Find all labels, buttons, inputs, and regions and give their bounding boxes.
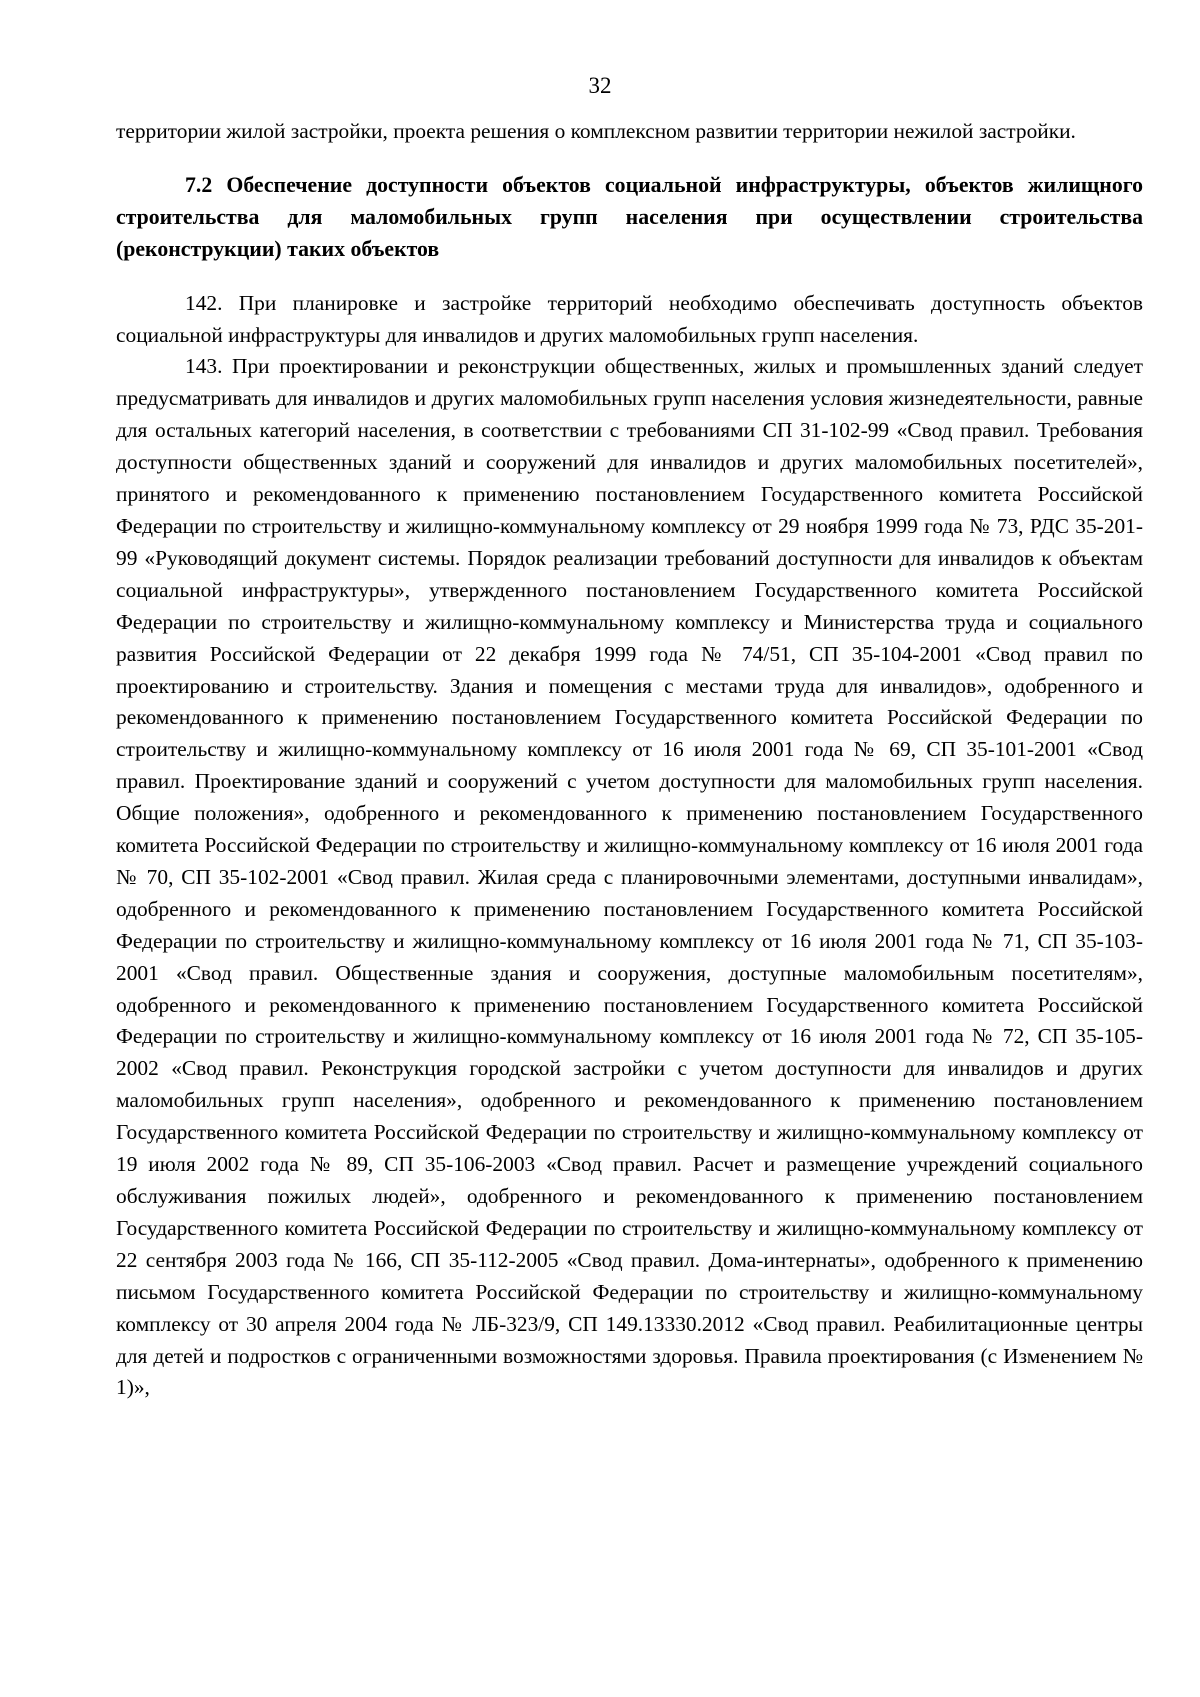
section-heading: 7.2 Обеспечение доступности объектов социальной инфраструктуры, объектов жилищного строительства для маломобильных групп населения при осуществлении строительства (реконструкции) таких объектов [116,172,1143,261]
paragraph-142: 142. При планировке и застройке территорий необходимо обеспечивать доступность объектов социальной инфраструктуры для инвалидов и других маломобильных групп населения. [116,290,1143,347]
document-body [116,116,1143,1404]
continuation-paragraph: территории жилой застройки, проекта решения о комплексном развитии территории нежилой застройки. [116,119,1076,143]
paragraph-143: 143. При проектировании и реконструкции общественных, жилых и промышленных зданий следует предусматривать для инвалидов и других маломобильных групп населения условия жизнедеятельности, равные для остальных категорий населения, в соответствии с требованиями СП 31-102-99 «Свод правил. Требования доступности общественных зданий и сооружений для инвалидов и других маломобильных посетителей», принятого и рекомендованного к применению постановлением Государственного комитета Российской Федерации по строительству и жилищно-коммунальному комплексу от 29 ноября 1999 года № 73, РДС 35-201-99 «Руководящий документ системы. Порядок реализации требований доступности для инвалидов к объектам социальной инфраструктуры», утвержденного постановлением Государственного комитета Российской Федерации по строительству и жилищно-коммунальному комплексу и Министерства труда и социального развития Российской Федерации от 22 декабря 1999 года № 74/51, СП 35-104-2001 «Свод правил по проектированию и строительству. Здания и помещения с местами труда для инвалидов», одобренного и рекомендованного к применению постановлением Государственного комитета Российской Федерации по строительству и жилищно-коммунальному комплексу от 16 июля 2001 года № 69, СП 35-101-2001 «Свод правил. Проектирование зданий и сооружений с учетом доступности для маломобильных групп населения. Общие положения», одобренного и рекомендованного к применению постановлением Государственного комитета Российской Федерации по строительству и жилищно-коммунальному комплексу от 16 июля 2001 года № 70, СП 35-102-2001 «Свод правил. Жилая среда с планировочными элементами, доступными инвалидам», одобренного и рекомендованного к применению постановлением Государственного комитета Российской Федерации по строительству и жилищно-коммунальному комплексу от 16 июля 2001 года № 71, СП 35-103-2001 «Свод правил. Общественные здания и сооружения, доступные маломобильным посетителям», одобренного и рекомендованного к применению постановлением Государственного комитета Российской Федерации по строительству и жилищно-коммунальному комплексу от 16 июля 2001 года № 72, СП 35-105-2002 «Свод правил. Реконструкция городской застройки с учетом доступности для инвалидов и других маломобильных групп населения», одобренного и рекомендованного к применению постановлением Государственного комитета Российской Федерации по строительству и жилищно-коммунальному комплексу от 19 июля 2002 года № 89, СП 35-106-2003 «Свод правил. Расчет и размещение учреждений социального обслуживания пожилых людей», одобренного и рекомендованного к применению постановлением Государственного комитета Российской Федерации по строительству и жилищно-коммунальному комплексу от 22 сентября 2003 года № 166, СП 35-112-2005 «Свод правил. Дома-интернаты», одобренного к применению письмом Государственного комитета Российской Федерации по строительству и жилищно-коммунальному комплексу от 30 апреля 2004 года № ЛБ-323/9, СП 149.13330.2012 «Свод правил. Реабилитационные центры для детей и подростков с ограниченными возможностями здоровья. Правила проектирования (с Изменением № 1)», [116,354,1143,1400]
page-number: 32 [588,73,612,98]
